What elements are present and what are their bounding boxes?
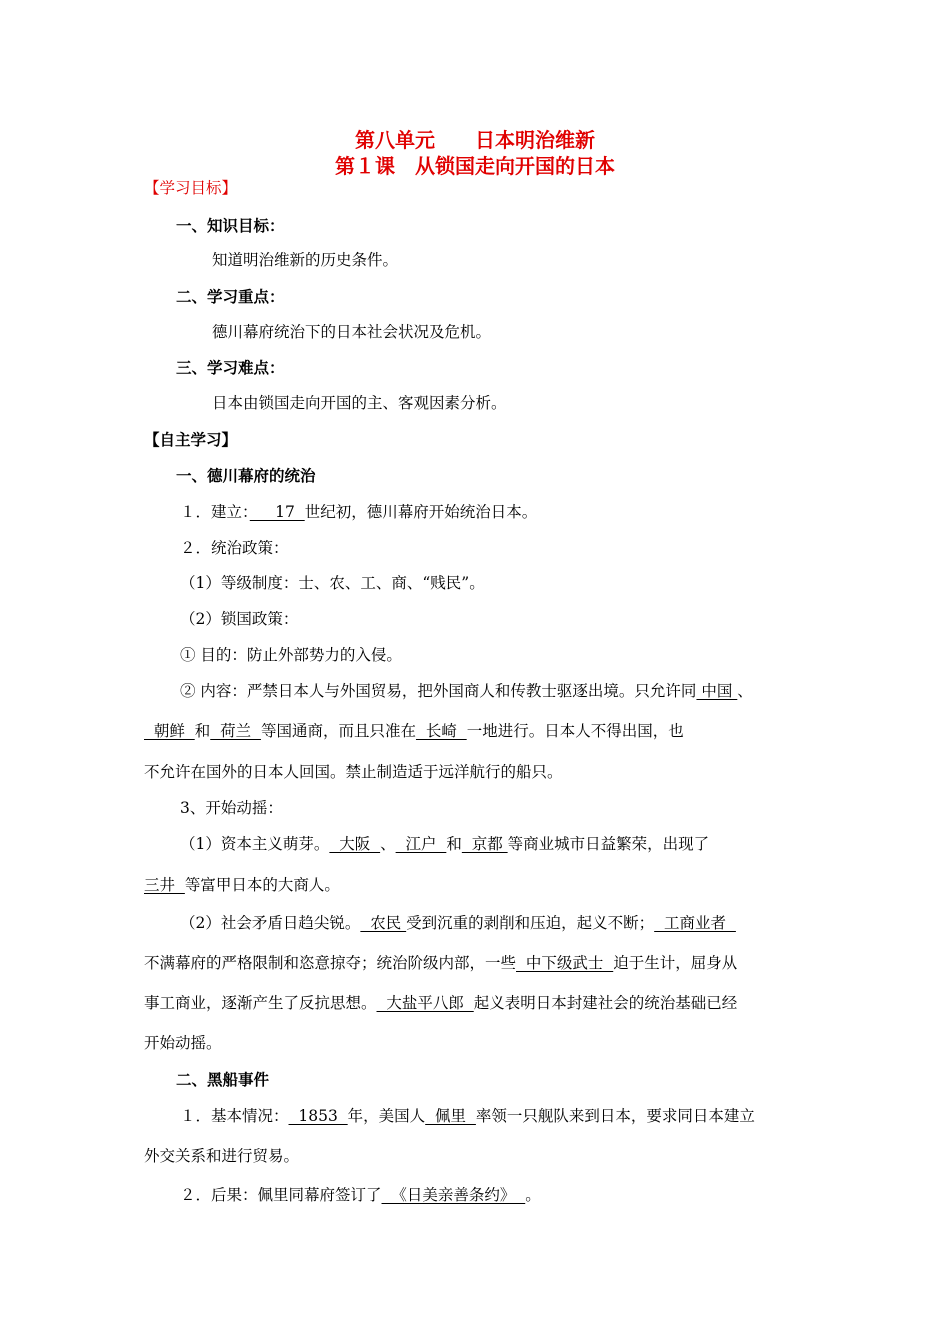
- paragraph-line: ２．统治政策：: [180, 539, 289, 557]
- focus-text: 德川幕府统治下的日本社会状况及危机。: [212, 323, 492, 341]
- paragraph-line: １．基本情况： 1853 年，美国人 佩里 率领一只舰队来到日本，要求同日本建立: [180, 1107, 755, 1125]
- fill-blank: 大阪: [329, 835, 381, 853]
- fill-blank: 中下级武士: [516, 954, 614, 972]
- knowledge-label: 一、知识目标：: [176, 217, 285, 235]
- fill-blank: 17: [249, 503, 305, 521]
- fill-blank: 佩里: [425, 1107, 476, 1125]
- fill-blank: 三井: [144, 876, 185, 894]
- fill-blank: 长崎: [415, 722, 467, 740]
- unit-title: 第八单元 日本明治维新: [355, 128, 595, 152]
- objectives-heading: 【学习目标】: [144, 179, 238, 197]
- fill-blank: 1853: [288, 1107, 348, 1125]
- fill-blank: 《日美亲善条约》: [381, 1186, 526, 1204]
- self-study-heading: 【自主学习】: [144, 431, 238, 449]
- focus-label: 二、学习重点：: [176, 288, 285, 306]
- section-1-title: 一、德川幕府的统治: [176, 467, 316, 485]
- section-2-title: 二、黑船事件: [176, 1071, 270, 1089]
- paragraph-line: 朝鲜 和 荷兰 等国通商，而且只准在 长崎 一地进行。日本人不得出国，也: [144, 722, 684, 740]
- paragraph-line: ② 内容：严禁日本人与外国贸易，把外国商人和传教士驱逐出境。只允许同 中国 、: [180, 682, 753, 700]
- paragraph-line: 不满幕府的严格限制和恣意掠夺；统治阶级内部，一些 中下级武士 迫于生计，屈身从: [144, 954, 738, 972]
- paragraph-line: 不允许在国外的日本人回国。禁止制造适于远洋航行的船只。: [144, 763, 563, 781]
- paragraph-line: １．建立： 17 世纪初，德川幕府开始统治日本。: [180, 503, 538, 521]
- fill-blank: 京都: [461, 835, 508, 853]
- difficulty-label: 三、学习难点：: [176, 359, 285, 377]
- fill-blank: 江户: [395, 835, 447, 853]
- fill-blank: 农民: [360, 914, 407, 932]
- paragraph-line: 外交关系和进行贸易。: [144, 1147, 300, 1165]
- fill-blank: 荷兰: [210, 722, 261, 740]
- paragraph-line: 事工商业，逐渐产生了反抗思想。 大盐平八郎 起义表明日本封建社会的统治基础已经: [144, 994, 738, 1012]
- paragraph-line: （2）锁国政策：: [180, 610, 299, 628]
- paragraph-line: （1）等级制度：士、农、工、商、“贱民”。: [180, 574, 485, 592]
- knowledge-text: 知道明治维新的历史条件。: [212, 251, 399, 269]
- fill-blank: 朝鲜: [144, 722, 195, 740]
- paragraph-line: ２．后果：佩里同幕府签订了 《日美亲善条约》 。: [180, 1186, 541, 1204]
- paragraph-line: 三井 等富甲日本的大商人。: [144, 876, 340, 894]
- fill-blank: 大盐平八郎: [376, 994, 474, 1012]
- fill-blank: 工商业者: [654, 914, 736, 932]
- paragraph-line: ① 目的：防止外部势力的入侵。: [180, 646, 402, 664]
- difficulty-text: 日本由锁国走向开国的主、客观因素分析。: [212, 394, 507, 412]
- fill-blank: 中国: [696, 682, 738, 700]
- paragraph-line: （1）资本主义萌芽。 大阪 、 江户 和 京都 等商业城市日益繁荣，出现了: [180, 835, 710, 853]
- lesson-title: 第１课 从锁国走向开国的日本: [335, 154, 615, 178]
- paragraph-line: （2）社会矛盾日趋尖锐。 农民 受到沉重的剥削和压迫，起义不断； 工商业者: [180, 914, 736, 932]
- paragraph-line: 开始动摇。: [144, 1034, 222, 1052]
- paragraph-line: 3、开始动摇：: [180, 799, 283, 817]
